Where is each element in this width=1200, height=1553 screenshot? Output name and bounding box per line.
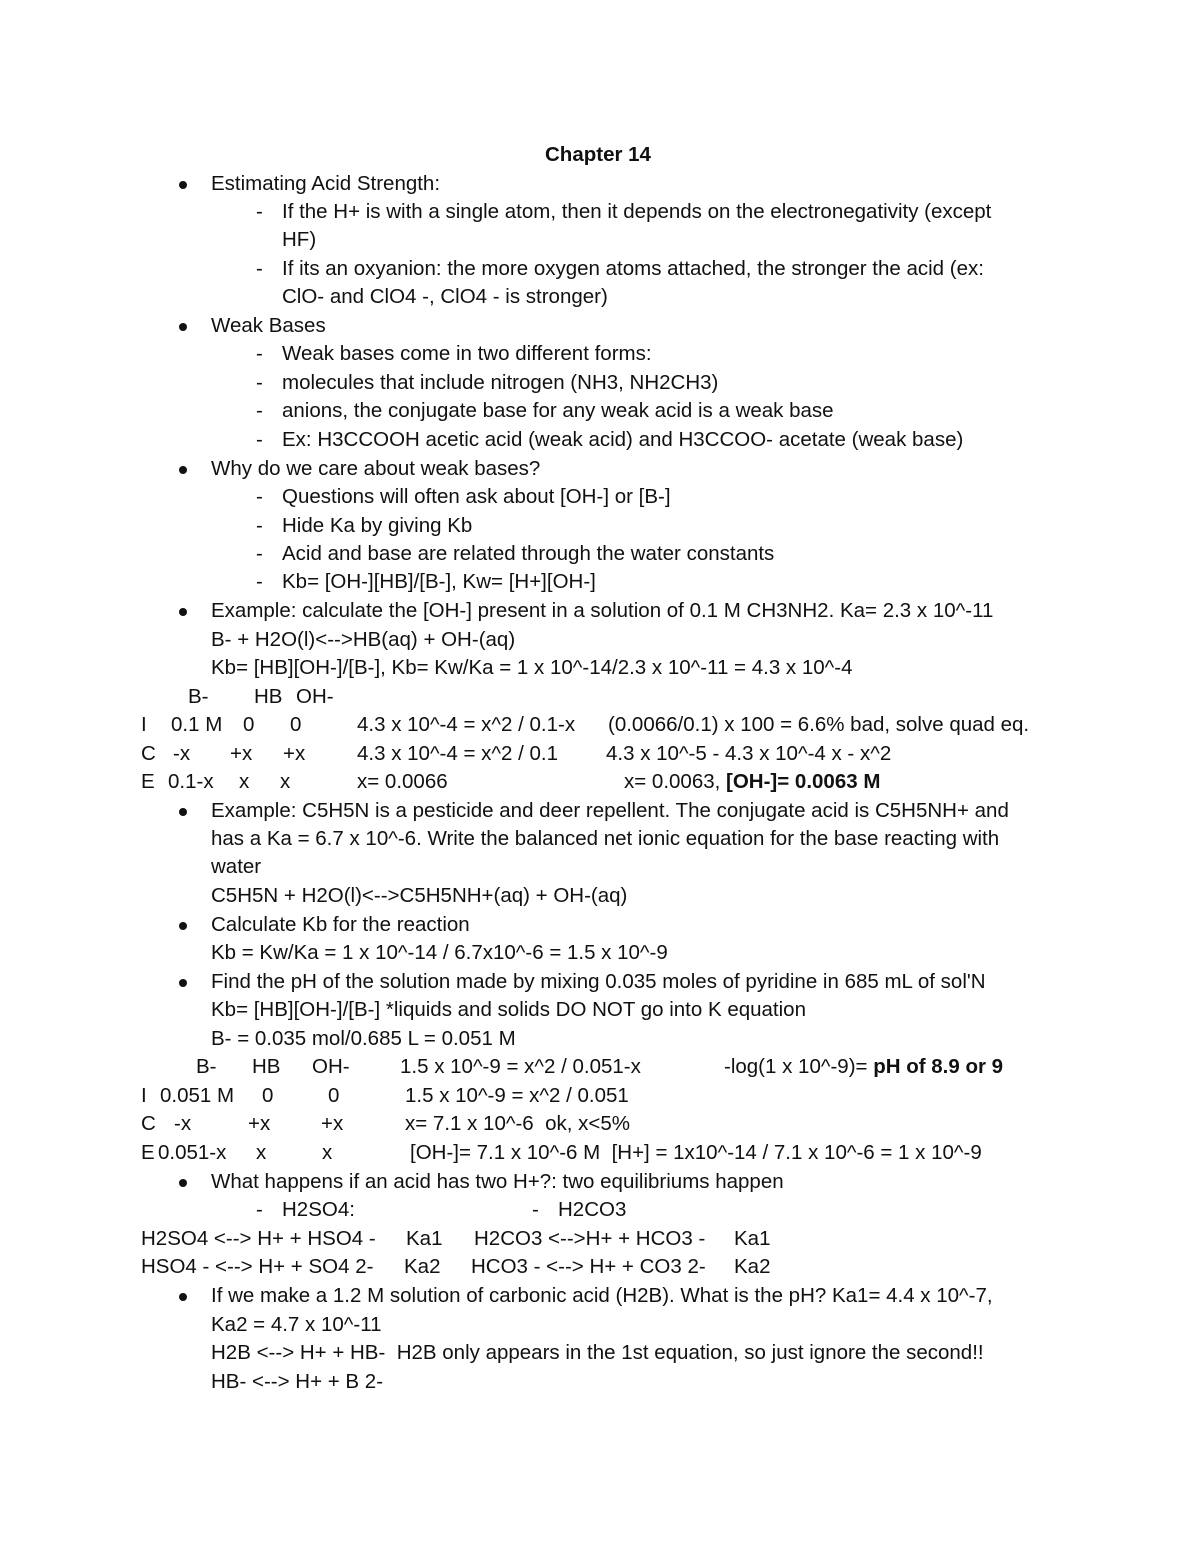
ice-cell: x (280, 770, 291, 793)
ice-row-label: C (141, 742, 156, 765)
ice-header: HB (252, 1055, 281, 1078)
equation-line: H2B <--> H+ + HB- H2B only appears in the 1st equation, so just ignore the second!! (211, 1341, 984, 1364)
ice-row-label: I (141, 713, 147, 736)
text-line: HF) (282, 228, 317, 251)
ice-row-label: E (141, 770, 155, 793)
equation-line: H2SO4 <--> H+ + HSO4 - (141, 1227, 376, 1250)
ice-row-label: C (141, 1112, 156, 1135)
ice-calc (724, 1053, 1003, 1081)
dash-item: - molecules that include nitrogen (NH3, NH2CH3) (282, 369, 718, 397)
equation-line: Kb= [HB][OH-]/[B-], Kb= Kw/Ka = 1 x 10^-14/2.3 x 10^-11 = 4.3 x 10^-4 (211, 656, 853, 679)
ice-calc: x= 7.1 x 10^-6 ok, x<5% (405, 1112, 630, 1135)
ice-row-label: E (141, 1141, 155, 1164)
equation-line: B- = 0.035 mol/0.685 L = 0.051 M (211, 1027, 516, 1050)
ice-cell: 0 (262, 1084, 274, 1107)
equation-line: Kb = Kw/Ka = 1 x 10^-14 / 6.7x10^-6 = 1.5 x 10^-9 (211, 941, 668, 964)
dash-item: - Acid and base are related through the water constants (282, 540, 774, 568)
bullet-carbonic-acid: If we make a 1.2 M solution of carbonic acid (H2B). What is the pH? Ka1= 4.4 x 10^-7, (211, 1282, 993, 1310)
ice-header: B- (188, 685, 209, 708)
ice-cell: x (256, 1141, 267, 1164)
dash-item: - Ex: H3CCOOH acetic acid (weak acid) and H3CCOO- acetate (weak base) (282, 426, 963, 454)
ice-calc: 1.5 x 10^-9 = x^2 / 0.051 (405, 1084, 629, 1107)
ice-cell: 0 (328, 1084, 340, 1107)
page-title: Chapter 14 (545, 143, 651, 166)
equation-label: Ka2 (734, 1255, 771, 1278)
dash-item: - Hide Ka by giving Kb (282, 512, 472, 540)
ice-calc-text: -log(1 x 10^-9)= (724, 1055, 868, 1078)
ice-row-label: I (141, 1084, 147, 1107)
bullet-example-oh: Example: calculate the [OH-] present in a solution of 0.1 M CH3NH2. Ka= 2.3 x 10^-11 (211, 597, 993, 625)
bullet-why-weak-bases: Why do we care about weak bases? (211, 455, 540, 483)
ice-calc: 1.5 x 10^-9 = x^2 / 0.051-x (400, 1055, 641, 1078)
equation-line: HSO4 - <--> H+ + SO4 2- (141, 1255, 374, 1278)
ice-calc: x= 0.0066 (357, 770, 448, 793)
dash-item: - H2SO4: (282, 1196, 355, 1224)
ice-header: OH- (296, 685, 334, 708)
ice-cell: 0.051 M (160, 1084, 235, 1107)
dash-item: - H2CO3 (558, 1196, 626, 1224)
ice-cell: +x (230, 742, 253, 765)
ice-cell: 0 (243, 713, 255, 736)
ice-calc (624, 768, 880, 796)
equation-line: H2CO3 <-->H+ + HCO3 - (474, 1227, 706, 1250)
ice-cell: +x (283, 742, 306, 765)
dash-item: - Kb= [OH-][HB]/[B-], Kw= [H+][OH-] (282, 568, 596, 596)
bullet-calc-kb: Calculate Kb for the reaction (211, 911, 470, 939)
ice-cell: -x (174, 1112, 192, 1135)
bullet-example-c5h5n: Example: C5H5N is a pesticide and deer repellent. The conjugate acid is C5H5NH+ and (211, 797, 1009, 825)
ice-cell: x (322, 1141, 333, 1164)
bullet-two-h: What happens if an acid has two H+?: two equilibriums happen (211, 1168, 784, 1196)
equation-line: Kb= [HB][OH-]/[B-] *liquids and solids DO NOT go into K equation (211, 998, 806, 1021)
text-line: ClO- and ClO4 -, ClO4 - is stronger) (282, 285, 608, 308)
ice-calc-text: x= 0.0063, (624, 770, 721, 793)
text-line: Ka2 = 4.7 x 10^-11 (211, 1313, 382, 1336)
equation-label: Ka1 (406, 1227, 443, 1250)
dash-item: - Weak bases come in two different forms: (282, 340, 652, 368)
ice-header: OH- (312, 1055, 350, 1078)
equation-line: C5H5N + H2O(l)<-->C5H5NH+(aq) + OH-(aq) (211, 884, 628, 907)
answer-ph: pH of 8.9 or 9 (873, 1055, 1004, 1078)
ice-calc: 4.3 x 10^-4 = x^2 / 0.1 (357, 742, 559, 765)
ice-header: HB (254, 685, 283, 708)
ice-cell: 0.051-x (158, 1141, 227, 1164)
dash-item: - anions, the conjugate base for any weak acid is a weak base (282, 397, 834, 425)
text-line: has a Ka = 6.7 x 10^-6. Write the balanced net ionic equation for the base reacting with (211, 827, 1000, 850)
ice-cell: +x (321, 1112, 344, 1135)
ice-cell: 0.1-x (168, 770, 214, 793)
ice-cell: x (239, 770, 250, 793)
ice-header: B- (196, 1055, 217, 1078)
bullet-acid-strength: Estimating Acid Strength: (211, 170, 440, 198)
bullet-find-ph: Find the pH of the solution made by mixing 0.035 moles of pyridine in 685 mL of sol'N (211, 968, 986, 996)
equation-line: B- + H2O(l)<-->HB(aq) + OH-(aq) (211, 628, 516, 651)
dash-item: - If the H+ is with a single atom, then it depends on the electronegativity (except (282, 198, 991, 226)
ice-calc: (0.0066/0.1) x 100 = 6.6% bad, solve quad eq. (608, 713, 1030, 736)
dash-item: - Questions will often ask about [OH-] or [B-] (282, 483, 671, 511)
answer-oh: [OH-]= 0.0063 M (726, 770, 881, 793)
ice-cell: 0 (290, 713, 302, 736)
ice-cell: +x (248, 1112, 271, 1135)
equation-label: Ka1 (734, 1227, 771, 1250)
ice-cell: 0.1 M (171, 713, 223, 736)
equation-line: HB- <--> H+ + B 2- (211, 1370, 384, 1393)
ice-cell: -x (173, 742, 191, 765)
ice-calc: 4.3 x 10^-4 = x^2 / 0.1-x (357, 713, 576, 736)
text-line: water (211, 855, 262, 878)
ice-calc: [OH-]= 7.1 x 10^-6 M [H+] = 1x10^-14 / 7.1 x 10^-6 = 1 x 10^-9 (410, 1141, 982, 1164)
dash-item: - If its an oxyanion: the more oxygen atoms attached, the stronger the acid (ex: (282, 255, 984, 283)
ice-calc: 4.3 x 10^-5 - 4.3 x 10^-4 x - x^2 (606, 742, 892, 765)
bullet-weak-bases: Weak Bases (211, 312, 326, 340)
equation-label: Ka2 (404, 1255, 441, 1278)
equation-line: HCO3 - <--> H+ + CO3 2- (471, 1255, 706, 1278)
